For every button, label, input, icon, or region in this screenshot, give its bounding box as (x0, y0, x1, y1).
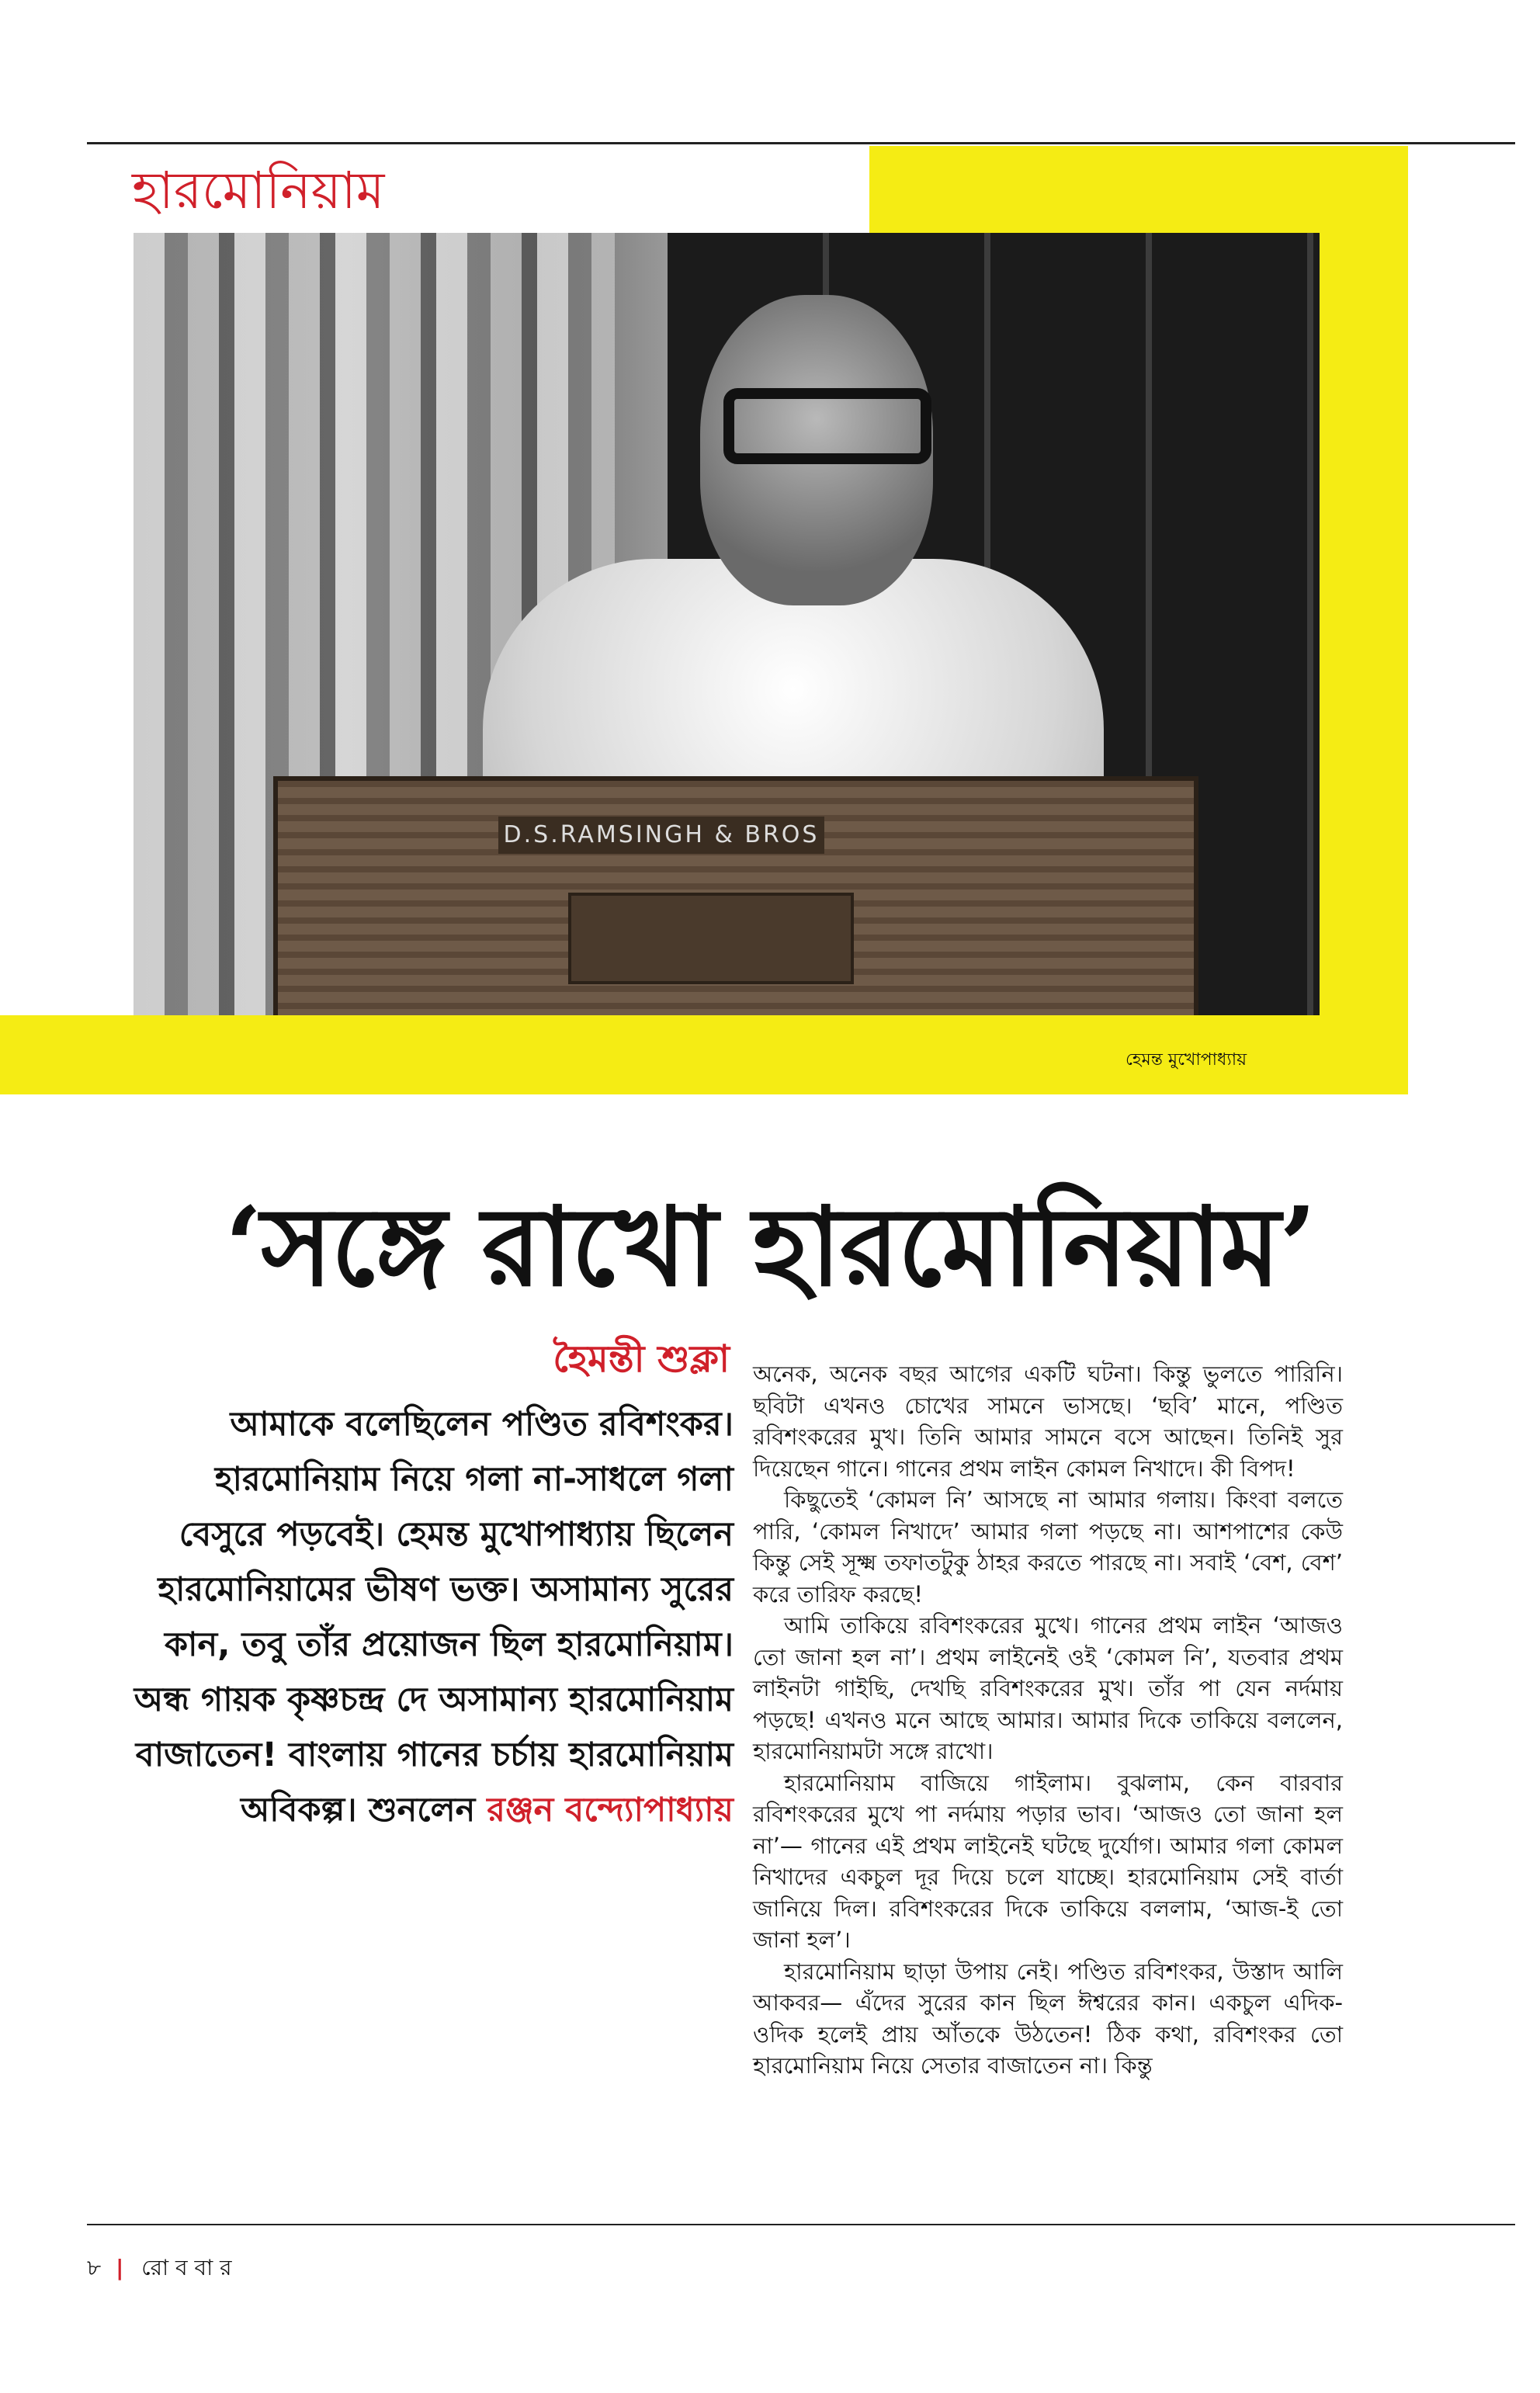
photo-caption: হেমন্ত মুখোপাধ্যায় (1126, 1050, 1247, 1070)
intro-text (124, 1397, 734, 1838)
yellow-block-right (1320, 146, 1408, 1094)
footer-separator: | (116, 2255, 124, 2280)
intro-body: আমাকে বলেছিলেন পণ্ডিত রবিশংকর। হারমোনিয়াম নিয়ে গলা না-সাধলে গলা বেসুরে পড়বেই। হেমন্ত মুখোপাধ্যায় ছিলেন হারমোনিয়ামের ভীষণ ভক্ত। অসামান্য সুরের কান, তবু তাঁর প্রয়োজন ছিল হারমোনিয়াম। অন্ধ গায়ক কৃষ্ণচন্দ্র দে অসামান্য হারমোনিয়াম বাজাতেন! বাংলায় গানের চর্চায় হারমোনিয়াম অবিকল্প। (134, 1405, 734, 1829)
intro-listener-name: রঞ্জন বন্দ্যোপাধ্যায় (487, 1791, 734, 1829)
article-body (753, 1358, 1343, 2082)
section-label: হারমোনিয়াম (132, 161, 385, 220)
article-paragraph: হারমোনিয়াম ছাড়া উপায় নেই। পণ্ডিত রবিশংকর, উস্তাদ আলি আকবর— এঁদের সুরের কান ছিল ঈশ্বরের কান। একচুল এদিক-ওদিক হলেই প্রায় আঁতকে উঠতেন! ঠিক কথা, রবিশংকর তো হারমোনিয়াম নিয়ে সেতার বাজাতেন না। কিন্তু (753, 1958, 1343, 2079)
headline: ‘সঙ্গে রাখো হারমোনিয়াম’ (224, 1184, 1316, 1311)
harmonium-brand-label: D.S.RAMSINGH & BROS (498, 817, 824, 854)
article-paragraph: অনেক, অনেক বছর আগের একটি ঘটনা। কিন্তু ভুলতে পারিনি। ছবিটা এখনও চোখের সামনে ভাসছে। ‘ছবি’ মানে, পণ্ডিত রবিশংকরের মুখ। তিনি আমার সামনে বসে আছেন। তিনিই সুর দিয়েছেন গানে। গানের প্রথম লাইন কোমল নিখাদে। কী বিপদ! (753, 1361, 1343, 1482)
top-rule (87, 142, 1515, 144)
photo-glasses (723, 388, 931, 464)
footer-rule (87, 2224, 1515, 2225)
article-paragraph: কিছুতেই ‘কোমল নি’ আসছে না আমার গলায়। কিংবা বলতে পারি, ‘কোমল নিখাদে’ আমার গলা পড়ছে না। আশপাশের কেউ কিন্তু সেই সূক্ষ্ম তফাতটুকু ঠাহর করতে পারছে না। সবাই ‘বেশ, বেশ’ করে তারিফ করছে! (753, 1486, 1343, 1607)
page-number: ৮ (87, 2255, 102, 2280)
intro-author: হৈমন্তী শুক্লা (553, 1337, 730, 1381)
article-paragraph: হারমোনিয়াম বাজিয়ে গাইলাম। বুঝলাম, কেন বারবার রবিশংকরের মুখে পা নর্দমায় পড়ার ভাব। ‘আজও তো জানা হল না’— গানের এই প্রথম লাইনেই ঘটছে দুর্যোগ। আমার গলা কোমল নিখাদের একচুল দূর দিয়ে চলে যাচ্ছে। হারমোনিয়াম সেই বার্তা জানিয়ে দিল। রবিশংকরের দিকে তাকিয়ে বললাম, ‘আজ-ই তো জানা হল’। (753, 1769, 1343, 1953)
article-paragraph: আমি তাকিয়ে রবিশংকরের মুখে। গানের প্রথম লাইন ‘আজও তো জানা হল না’। প্রথম লাইনেই ওই ‘কোমল নি’, যতবার প্রথম লাইনটা গাইছি, দেখছি রবিশংকরের মুখ। তাঁর পা যেন নর্দমায় পড়ছে! এখনও মনে আছে আমার। আমার দিকে তাকিয়ে বললেন, হারমোনিয়ামটা সঙ্গে রাখো। (753, 1612, 1343, 1764)
page-footer (87, 2251, 232, 2287)
publication-name: রো ব বা র (141, 2255, 232, 2280)
intro-listener-prefix: শুনলেন (368, 1791, 476, 1829)
harmonium-stops (568, 893, 854, 984)
hemanta-photo (134, 233, 1320, 1015)
